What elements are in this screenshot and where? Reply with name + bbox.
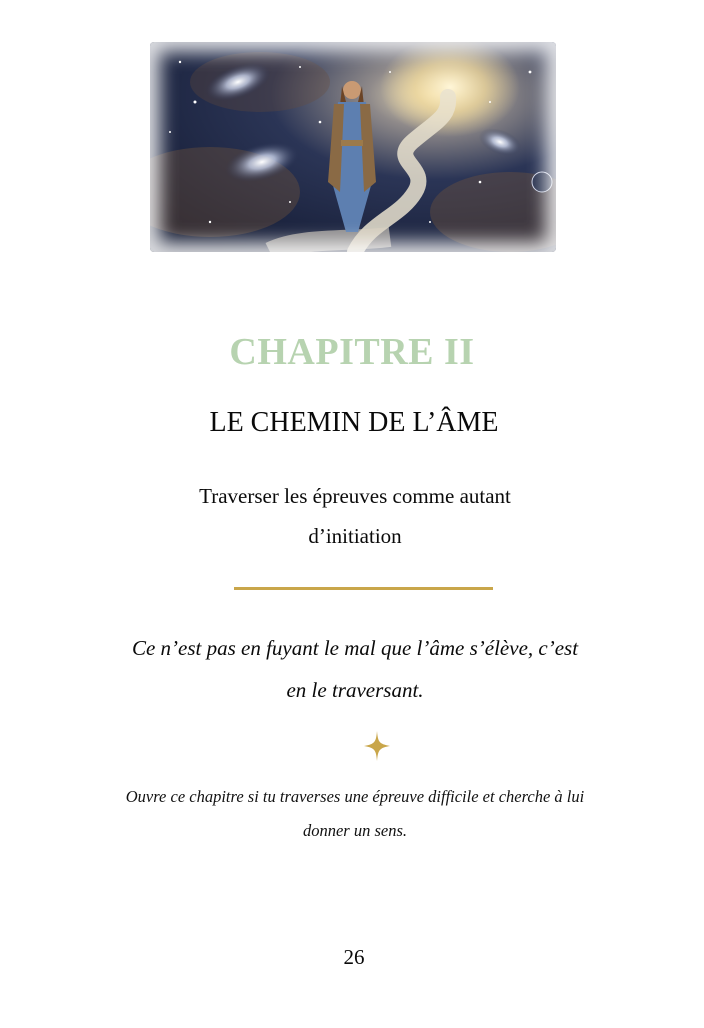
four-point-star-icon xyxy=(364,731,390,761)
reading-instruction: Ouvre ce chapitre si tu traverses une épreuve difficile et cherche à lui donner un sens. xyxy=(125,787,585,840)
chapter-epigraph: Ce n’est pas en fuyant le mal que l’âme s’élève, c’est en le traversant. xyxy=(131,636,579,702)
chapter-title: LE CHEMIN DE L’ÂME xyxy=(209,407,499,438)
cosmic-path-illustration xyxy=(150,42,556,252)
chapter-illustration xyxy=(150,42,556,252)
chapter-subtitle: Traverser les épreuves comme autant d’initiation xyxy=(199,484,511,548)
gold-divider xyxy=(234,587,493,590)
page-number: 26 xyxy=(343,945,365,969)
chapter-number: CHAPITRE II xyxy=(229,331,475,373)
